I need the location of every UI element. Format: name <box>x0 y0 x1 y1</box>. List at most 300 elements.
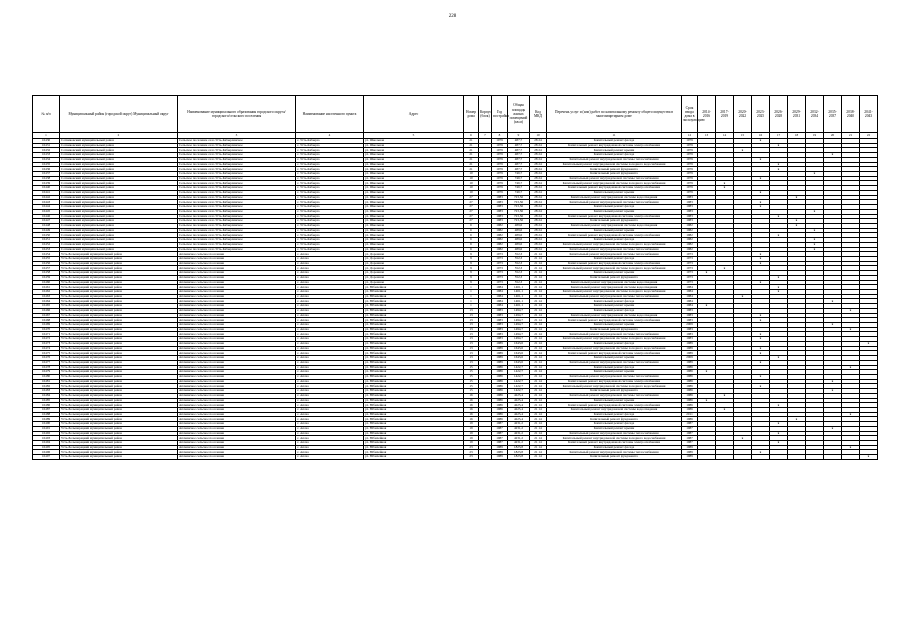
district-cell: Сотниковский муниципальный район <box>60 247 178 252</box>
code-cell: 21 14 <box>530 332 547 337</box>
address-cell: ул. Школьная <box>364 205 464 210</box>
district-cell: Сотниковский муниципальный район <box>60 233 178 238</box>
period-mark-cell: x <box>752 157 770 162</box>
column-header: 2026-2028 <box>770 96 788 133</box>
address-cell: ул. Дорожная <box>364 252 464 257</box>
period-mark-cell: x <box>752 351 770 356</box>
year-built-cell: 1973 <box>492 266 508 271</box>
code-cell: 21 14 <box>530 308 547 313</box>
row-number-cell: 16464 <box>33 299 60 304</box>
address-cell: ул. Школьная <box>364 247 464 252</box>
row-number-cell: 16461 <box>33 285 60 290</box>
area-cell: 1643,6 <box>508 351 530 356</box>
commission-year-cell: 1986 <box>682 379 698 384</box>
row-number-cell: 16443 <box>33 200 60 205</box>
column-header: Наименование муниципального образования городского округа/городского/сельского поселения <box>178 96 296 133</box>
code-cell: 21 14 <box>530 252 547 257</box>
period-mark-cell: x <box>752 280 770 285</box>
column-number: 6 <box>464 133 479 139</box>
area-cell: 723,56 <box>508 219 530 224</box>
period-mark-cell: x <box>842 365 860 370</box>
code-cell: 21 14 <box>530 455 547 460</box>
service-cell: Капитальный ремонт внутридомовой системы электроснабжения <box>547 441 682 446</box>
column-number: 1 <box>33 133 60 139</box>
row-number-cell: 16476 <box>33 356 60 361</box>
code-cell: 21 14 <box>530 351 547 356</box>
house-number-cell: 16 <box>464 403 479 408</box>
year-built-cell: 1989 <box>492 346 508 351</box>
service-cell: Капитальный ремонт крыши <box>547 209 682 214</box>
period-mark-cell: x <box>770 275 788 280</box>
service-cell: Капитальный ремонт крыши <box>547 323 682 328</box>
locality-cell: с. Апача <box>296 261 364 266</box>
house-number-cell: 13 <box>464 360 479 365</box>
house-number-cell: 15 <box>464 370 479 375</box>
settlement-cell: Апачинское сельское поселение <box>178 299 296 304</box>
address-cell: ул. Юбилейная <box>364 431 464 436</box>
service-cell: Капитальный ремонт внутридомовой системы холодного водоснабжения <box>547 346 682 351</box>
settlement-cell: Апачинское сельское поселение <box>178 304 296 309</box>
row-number-cell: 16473 <box>33 341 60 346</box>
code-cell: 21 14 <box>530 266 547 271</box>
period-mark-cell: x <box>734 294 752 299</box>
period-mark-cell: x <box>860 341 878 346</box>
district-cell: Усть-Большерецкий муниципальный район <box>60 332 178 337</box>
district-cell: Сотниковский муниципальный район <box>60 219 178 224</box>
address-cell: ул. Юбилейная <box>364 341 464 346</box>
service-cell: Капитальный ремонт фундамента <box>547 417 682 422</box>
district-cell: Усть-Большерецкий муниципальный район <box>60 398 178 403</box>
column-number: 11 <box>547 133 682 139</box>
commission-year-cell: 1984 <box>682 299 698 304</box>
house-number-cell: 21 <box>464 153 479 158</box>
district-cell: Усть-Большерецкий муниципальный район <box>60 256 178 261</box>
column-number: 3 <box>178 133 296 139</box>
area-cell: 4231,2 <box>508 422 530 427</box>
service-cell: Капитальный ремонт внутридомовой системы теплоснабжения <box>547 157 682 162</box>
year-built-cell: 1979 <box>492 139 508 144</box>
district-cell: Сотниковский муниципальный район <box>60 205 178 210</box>
locality-cell: с. Апача <box>296 304 364 309</box>
code-cell: 21 14 <box>530 417 547 422</box>
period-mark-cell <box>752 455 770 460</box>
year-built-cell: 1973 <box>492 271 508 276</box>
year-built-cell: 1979 <box>492 190 508 195</box>
period-mark-cell: x <box>806 242 824 247</box>
locality-cell: с. Усть-Кабырза <box>296 162 364 167</box>
year-built-cell: 1983 <box>492 318 508 323</box>
service-cell: Капитальный ремонт внутридомовой системы холодного водоснабжения <box>547 266 682 271</box>
code-cell: 21 14 <box>530 275 547 280</box>
commission-year-cell: 1986 <box>682 403 698 408</box>
area-cell: 1494,7 <box>508 327 530 332</box>
area-cell: 552,3 <box>508 266 530 271</box>
commission-year-cell: 1983 <box>682 313 698 318</box>
settlement-cell: Сельское поселение село Усть-Кабырзинское <box>178 162 296 167</box>
district-cell: Усть-Большерецкий муниципальный район <box>60 455 178 460</box>
settlement-cell: Апачинское сельское поселение <box>178 294 296 299</box>
settlement-cell: Сельское поселение село Усть-Кабырзинское <box>178 223 296 228</box>
row-number-cell: 16432 <box>33 148 60 153</box>
service-cell: Капитальный ремонт фасада <box>547 308 682 313</box>
locality-cell: с. Усть-Кабырза <box>296 238 364 243</box>
code-cell: 28 24 <box>530 228 547 233</box>
settlement-cell: Апачинское сельское поселение <box>178 346 296 351</box>
service-cell: Капитальный ремонт крыши <box>547 148 682 153</box>
period-mark-cell: x <box>716 266 734 271</box>
district-cell: Усть-Большерецкий муниципальный район <box>60 393 178 398</box>
settlement-cell: Апачинское сельское поселение <box>178 266 296 271</box>
year-built-cell: 1973 <box>492 252 508 257</box>
locality-cell: с. Усть-Кабырза <box>296 209 364 214</box>
column-number: 10 <box>530 133 547 139</box>
period-mark-cell: x <box>752 374 770 379</box>
code-cell: 28 24 <box>530 181 547 186</box>
house-number-cell: 9 <box>464 275 479 280</box>
locality-cell: с. Апача <box>296 431 364 436</box>
commission-year-cell: 2009 <box>682 323 698 328</box>
year-built-cell: 1973 <box>492 256 508 261</box>
settlement-cell: Апачинское сельское поселение <box>178 431 296 436</box>
area-cell: 1422,7 <box>508 374 530 379</box>
district-cell: Усть-Большерецкий муниципальный район <box>60 337 178 342</box>
commission-year-cell: 1989 <box>682 346 698 351</box>
column-number: 17 <box>770 133 788 139</box>
district-cell: Сотниковский муниципальный район <box>60 139 178 144</box>
year-built-cell: 1986 <box>492 393 508 398</box>
address-cell: ул. Школьная <box>364 181 464 186</box>
service-cell: Капитальный ремонт внутридомовой системы холодного водоснабжения <box>547 436 682 441</box>
area-cell: 487,7 <box>508 157 530 162</box>
column-header: Год постройки <box>492 96 508 133</box>
code-cell: 21 14 <box>530 271 547 276</box>
commission-year-cell: 1983 <box>682 332 698 337</box>
service-cell: Капитальный ремонт крыши <box>547 271 682 276</box>
commission-year-cell: 1983 <box>682 327 698 332</box>
house-number-cell: 13 <box>464 327 479 332</box>
district-cell: Усть-Большерецкий муниципальный район <box>60 351 178 356</box>
area-cell: 1461,1 <box>508 290 530 295</box>
commission-year-cell: 1982 <box>682 233 698 238</box>
service-cell: Капитальный ремонт внутридомовой системы холодного водоснабжения <box>547 242 682 247</box>
district-cell: Сотниковский муниципальный район <box>60 242 178 247</box>
settlement-cell: Апачинское сельское поселение <box>178 374 296 379</box>
service-cell: Капитальный ремонт внутридомовой системы электроснабжения <box>547 186 682 191</box>
period-mark-cell: x <box>716 181 734 186</box>
house-number-cell: 27 <box>464 214 479 219</box>
row-number-cell: 16451 <box>33 238 60 243</box>
code-cell: 28 24 <box>530 143 547 148</box>
service-cell: Капитальный ремонт фасада <box>547 205 682 210</box>
locality-cell: с. Апача <box>296 275 364 280</box>
settlement-cell: Сельское поселение село Усть-Кабырзинское <box>178 214 296 219</box>
district-cell: Усть-Большерецкий муниципальный район <box>60 370 178 375</box>
settlement-cell: Апачинское сельское поселение <box>178 445 296 450</box>
column-header: 2017-2019 <box>716 96 734 133</box>
address-cell: ул. Юбилейная <box>364 422 464 427</box>
column-header: 2029-2031 <box>788 96 806 133</box>
address-cell: ул. Школьная <box>364 167 464 172</box>
district-cell: Сотниковский муниципальный район <box>60 162 178 167</box>
commission-year-cell: 1973 <box>682 252 698 257</box>
area-cell: 552,3 <box>508 261 530 266</box>
year-built-cell: 1982 <box>492 238 508 243</box>
code-cell: 28 24 <box>530 233 547 238</box>
code-cell: 21 14 <box>530 318 547 323</box>
address-cell: ул. Юбилейная <box>364 407 464 412</box>
settlement-cell: Апачинское сельское поселение <box>178 318 296 323</box>
period-mark-cell: x <box>716 186 734 191</box>
house-number-cell: 6 <box>464 228 479 233</box>
period-mark-cell: x <box>842 412 860 417</box>
address-cell: ул. Школьная <box>364 238 464 243</box>
code-cell: 28 24 <box>530 247 547 252</box>
row-number-cell: 16454 <box>33 252 60 257</box>
year-built-cell: 1982 <box>492 223 508 228</box>
commission-year-cell: 1979 <box>682 167 698 172</box>
code-cell: 21 14 <box>530 341 547 346</box>
settlement-cell: Апачинское сельское поселение <box>178 271 296 276</box>
locality-cell: с. Апача <box>296 403 364 408</box>
settlement-cell: Сельское поселение село Усть-Кабырзинское <box>178 143 296 148</box>
settlement-cell: Сельское поселение село Усть-Кабырзинское <box>178 139 296 144</box>
commission-year-cell: 1973 <box>682 280 698 285</box>
house-number-cell: 27 <box>464 205 479 210</box>
locality-cell: с. Апача <box>296 256 364 261</box>
area-cell: 1461,1 <box>508 294 530 299</box>
locality-cell: с. Апача <box>296 426 364 431</box>
code-cell: 28 24 <box>530 214 547 219</box>
row-number-cell: 16449 <box>33 228 60 233</box>
locality-cell: с. Усть-Кабырза <box>296 143 364 148</box>
commission-year-cell: 1984 <box>682 304 698 309</box>
locality-cell: с. Апача <box>296 441 364 446</box>
year-built-cell: 1979 <box>492 181 508 186</box>
column-number: 16 <box>752 133 770 139</box>
row-number-cell: 16438 <box>33 176 60 181</box>
row-number-cell: 16477 <box>33 360 60 365</box>
settlement-cell: Апачинское сельское поселение <box>178 341 296 346</box>
row-number-cell: 16439 <box>33 181 60 186</box>
settlement-cell: Апачинское сельское поселение <box>178 384 296 389</box>
code-cell: 21 14 <box>530 426 547 431</box>
house-number-cell: 9 <box>464 252 479 257</box>
locality-cell: с. Усть-Кабырза <box>296 205 364 210</box>
locality-cell: с. Усть-Кабырза <box>296 176 364 181</box>
district-cell: Сотниковский муниципальный район <box>60 238 178 243</box>
area-cell: 489,6 <box>508 242 530 247</box>
address-cell: ул. Юбилейная <box>364 445 464 450</box>
row-number-cell: 16482 <box>33 384 60 389</box>
period-mark-cell: x <box>770 290 788 295</box>
year-built-cell: 1987 <box>492 426 508 431</box>
area-cell: 1823,8 <box>508 455 530 460</box>
commission-year-cell: 1986 <box>682 374 698 379</box>
column-header: Наименование населенного пункта <box>296 96 364 133</box>
district-cell: Усть-Большерецкий муниципальный район <box>60 412 178 417</box>
period-mark-cell: x <box>806 172 824 177</box>
service-cell: Капитальный ремонт внутридомовой системы электроснабжения <box>547 214 682 219</box>
period-mark-cell: x <box>806 238 824 243</box>
period-mark-cell: x <box>752 450 770 455</box>
code-cell: 28 24 <box>530 186 547 191</box>
locality-cell: с. Апача <box>296 271 364 276</box>
district-cell: Усть-Большерецкий муниципальный район <box>60 365 178 370</box>
locality-cell: с. Усть-Кабырза <box>296 233 364 238</box>
commission-year-cell: 1987 <box>682 436 698 441</box>
code-cell: 21 14 <box>530 304 547 309</box>
year-built-cell: 1986 <box>492 374 508 379</box>
area-cell: 487,7 <box>508 148 530 153</box>
settlement-cell: Апачинское сельское поселение <box>178 275 296 280</box>
code-cell: 21 14 <box>530 407 547 412</box>
row-number-cell: 16485 <box>33 398 60 403</box>
area-cell: 723,56 <box>508 214 530 219</box>
row-number-cell: 16497 <box>33 455 60 460</box>
settlement-cell: Апачинское сельское поселение <box>178 436 296 441</box>
row-number-cell: 16435 <box>33 162 60 167</box>
settlement-cell: Апачинское сельское поселение <box>178 290 296 295</box>
period-mark-cell: x <box>734 148 752 153</box>
house-number-cell: 21 <box>464 157 479 162</box>
district-cell: Усть-Большерецкий муниципальный район <box>60 323 178 328</box>
locality-cell: с. Апача <box>296 285 364 290</box>
code-cell: 28 24 <box>530 167 547 172</box>
row-number-cell: 16493 <box>33 436 60 441</box>
year-built-cell: 1983 <box>492 200 508 205</box>
area-cell: 1643,6 <box>508 360 530 365</box>
house-number-cell: 23 <box>464 450 479 455</box>
settlement-cell: Апачинское сельское поселение <box>178 252 296 257</box>
house-number-cell: 1 <box>464 299 479 304</box>
area-cell: 487,7 <box>508 139 530 144</box>
period-mark-cell: x <box>752 337 770 342</box>
year-built-cell: 1979 <box>492 167 508 172</box>
column-number: 2 <box>60 133 178 139</box>
locality-cell: с. Апача <box>296 351 364 356</box>
commission-year-cell: 1983 <box>682 308 698 313</box>
column-number: 14 <box>716 133 734 139</box>
area-cell: 1461,1 <box>508 304 530 309</box>
row-number-cell: 16489 <box>33 417 60 422</box>
address-cell: ул. Юбилейная <box>364 360 464 365</box>
district-cell: Сотниковский муниципальный район <box>60 195 178 200</box>
area-cell: 487,7 <box>508 153 530 158</box>
locality-cell: с. Апача <box>296 323 364 328</box>
house-number-cell: 13 <box>464 332 479 337</box>
house-number-cell: 10 <box>464 181 479 186</box>
period-mark-cell: x <box>698 271 716 276</box>
column-number: 12 <box>682 133 698 139</box>
period-mark-cell: x <box>752 261 770 266</box>
house-number-cell: 13 <box>464 341 479 346</box>
year-built-cell: 1979 <box>492 186 508 191</box>
address-cell: ул. Юбилейная <box>364 417 464 422</box>
house-number-cell: 15 <box>464 384 479 389</box>
district-cell: Усть-Большерецкий муниципальный район <box>60 426 178 431</box>
year-built-cell: 1979 <box>492 172 508 177</box>
period-mark-cell: x <box>806 228 824 233</box>
column-number: 5 <box>364 133 464 139</box>
period-mark-cell: x <box>770 403 788 408</box>
commission-year-cell: 1989 <box>682 445 698 450</box>
commission-year-cell: 1983 <box>682 337 698 342</box>
settlement-cell: Апачинское сельское поселение <box>178 370 296 375</box>
commission-year-cell: 1986 <box>682 365 698 370</box>
house-number-cell: 13 <box>464 323 479 328</box>
settlement-cell: Сельское поселение село Усть-Кабырзинское <box>178 181 296 186</box>
code-cell: 21 14 <box>530 441 547 446</box>
district-cell: Сотниковский муниципальный район <box>60 214 178 219</box>
service-cell: Капитальный ремонт внутридомовой системы теплоснабжения <box>547 332 682 337</box>
district-cell: Усть-Большерецкий муниципальный район <box>60 436 178 441</box>
settlement-cell: Апачинское сельское поселение <box>178 308 296 313</box>
address-cell: ул. Юбилейная <box>364 290 464 295</box>
row-number-cell: 16431 <box>33 143 60 148</box>
commission-year-cell: 1984 <box>682 285 698 290</box>
area-cell: 552,3 <box>508 256 530 261</box>
address-cell: ул. Школьная <box>364 148 464 153</box>
house-number-cell: 6 <box>464 223 479 228</box>
period-mark-cell: x <box>788 195 806 200</box>
district-cell: Усть-Большерецкий муниципальный район <box>60 252 178 257</box>
settlement-cell: Сельское поселение село Усть-Кабырзинское <box>178 190 296 195</box>
commission-year-cell: 2011 <box>682 412 698 417</box>
area-cell: 489,6 <box>508 247 530 252</box>
settlement-cell: Апачинское сельское поселение <box>178 351 296 356</box>
code-cell: 28 24 <box>530 223 547 228</box>
period-mark-cell: x <box>752 176 770 181</box>
address-cell: ул. Школьная <box>364 195 464 200</box>
row-number-cell: 16469 <box>33 323 60 328</box>
settlement-cell: Апачинское сельское поселение <box>178 356 296 361</box>
commission-year-cell: 1983 <box>682 214 698 219</box>
year-built-cell: 1982 <box>492 233 508 238</box>
settlement-cell: Сельское поселение село Усть-Кабырзинское <box>178 186 296 191</box>
district-cell: Сотниковский муниципальный район <box>60 167 178 172</box>
code-cell: 21 14 <box>530 290 547 295</box>
column-number: 21 <box>842 133 860 139</box>
row-number-cell: 16481 <box>33 379 60 384</box>
locality-cell: с. Апача <box>296 445 364 450</box>
service-cell: Капитальный ремонт крыши <box>547 356 682 361</box>
code-cell: 21 14 <box>530 313 547 318</box>
period-mark-cell: x <box>752 200 770 205</box>
row-number-cell: 16441 <box>33 190 60 195</box>
period-mark-cell: x <box>770 143 788 148</box>
row-number-cell: 16433 <box>33 153 60 158</box>
code-cell: 21 14 <box>530 393 547 398</box>
address-cell: ул. Юбилейная <box>364 365 464 370</box>
area-cell: 1494,7 <box>508 313 530 318</box>
service-cell: Капитальный ремонт внутридомовой системы электроснабжения <box>547 351 682 356</box>
year-built-cell: 1983 <box>492 327 508 332</box>
service-cell: Капитальный ремонт фасада <box>547 365 682 370</box>
code-cell: 21 14 <box>530 436 547 441</box>
locality-cell: с. Усть-Кабырза <box>296 223 364 228</box>
period-mark-cell <box>770 455 788 460</box>
column-number: 4 <box>296 133 364 139</box>
locality-cell: с. Апача <box>296 360 364 365</box>
service-cell: Капитальный ремонт фасада <box>547 238 682 243</box>
settlement-cell: Сельское поселение село Усть-Кабырзинское <box>178 219 296 224</box>
district-cell: Усть-Большерецкий муниципальный район <box>60 431 178 436</box>
code-cell: 28 24 <box>530 139 547 144</box>
period-mark-cell: x <box>752 252 770 257</box>
area-cell: 4225,4 <box>508 398 530 403</box>
area-cell: 1823,8 <box>508 450 530 455</box>
period-mark-cell: x <box>752 313 770 318</box>
